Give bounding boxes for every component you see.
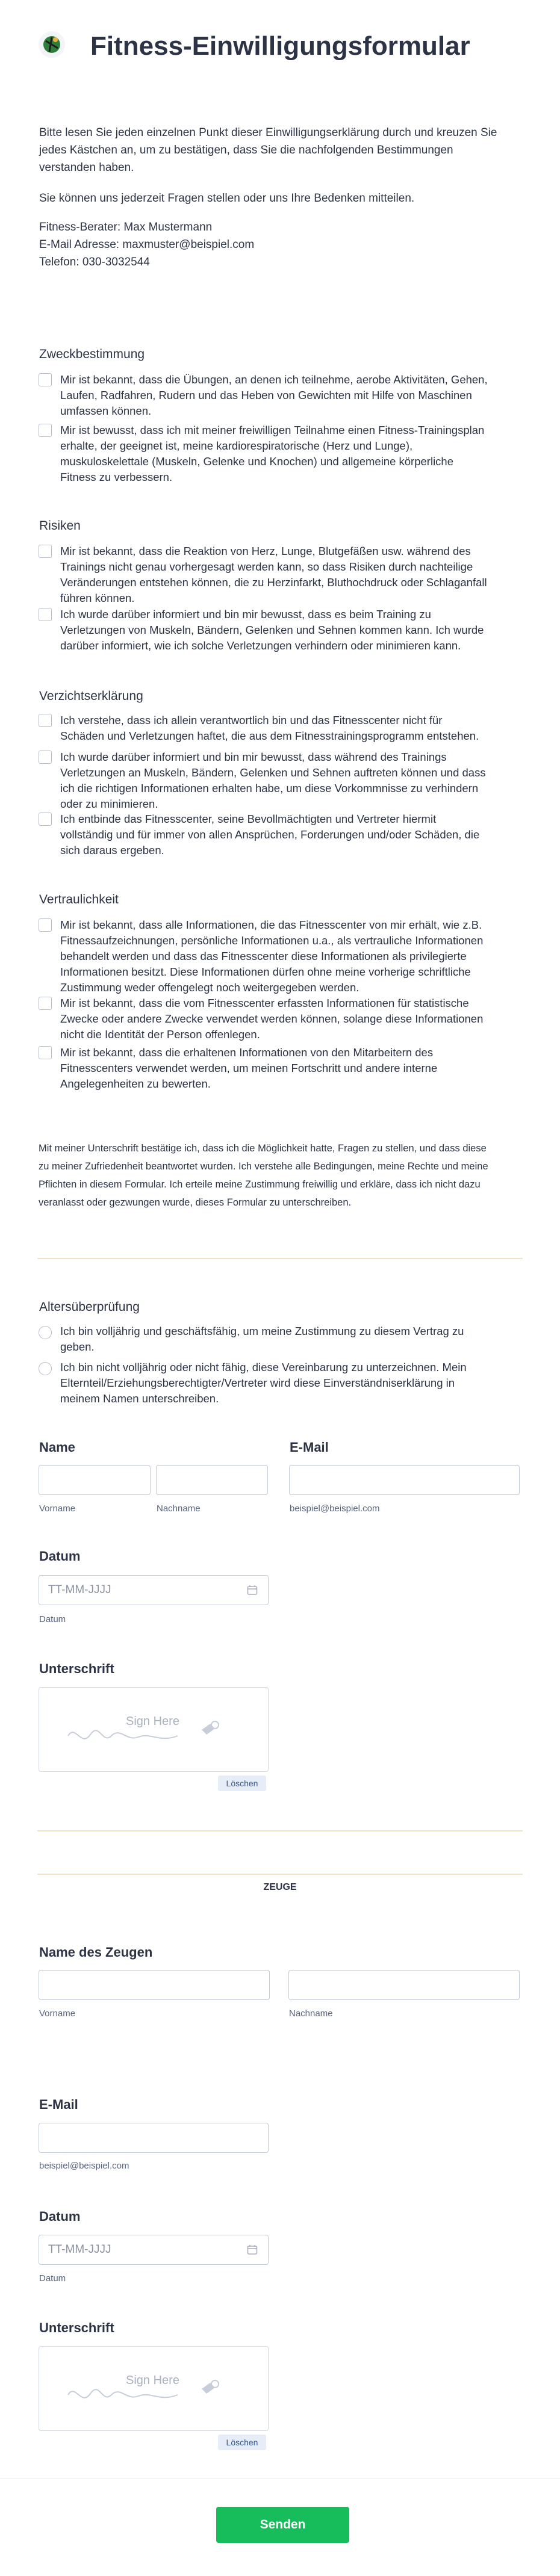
witness-date-label: Datum	[39, 2209, 81, 2224]
page-title: Fitness-Einwilligungsformular	[90, 31, 470, 61]
contact-advisor: Fitness-Berater: Max Mustermann	[39, 221, 213, 234]
section-title-age: Altersüberprüfung	[39, 1300, 140, 1314]
checkbox-risiken-1[interactable]	[39, 545, 52, 558]
divider	[37, 1874, 523, 1875]
first-name-input[interactable]	[39, 1465, 151, 1495]
checkbox-vertraulich-1[interactable]	[39, 918, 52, 932]
contact-info	[39, 218, 254, 271]
consent-statement: Mit meiner Unterschrift bestätige ich, dass ich die Möglichkeit hatte, Fragen zu stellen, und dass diese zu meiner Zufriedenheit beantwortet wurden. Ich verstehe alle Bedingungen, meine Rechte und meine Pflichten in diesem Formular. Ich erteile meine Zustimmung freiwillig und erkläre, dass ich nicht dazu veranlasst oder gezwungen wurde, dieses Formular zu unterschreiben.	[39, 1143, 488, 1208]
intro-line: verstanden haben.	[39, 161, 134, 174]
intro-line: Bitte lesen Sie jeden einzelnen Punkt dieser Einwilligungserklärung durch und kreuzen Sie	[39, 126, 497, 139]
intro-paragraph	[39, 124, 533, 176]
intro-line: jedes Kästchen an, um zu bestätigen, dass Sie die nachfolgenden Bestimmungen	[39, 144, 453, 156]
checkbox-verzicht-2[interactable]	[39, 751, 52, 764]
checkbox-vertraulich-2[interactable]	[39, 997, 52, 1010]
witness-first-name-sublabel: Vorname	[39, 2008, 76, 2019]
witness-signature-placeholder: Sign Here	[126, 2374, 179, 2387]
email-sublabel: beispiel@beispiel.com	[290, 1503, 380, 1514]
witness-signature-label: Unterschrift	[39, 2320, 114, 2335]
section-title-verzicht: Verzichtserklärung	[39, 689, 143, 703]
contact-email: E-Mail Adresse: maxmuster@beispiel.com	[39, 238, 255, 251]
witness-heading: ZEUGE	[263, 1882, 297, 1892]
option-verzicht-1: Ich verstehe, dass ich allein verantwortlich bin und das Fitnesscenter nicht für Schäden und Verletzungen haftet, die aus dem Fitnesstrainingsprogramm entstehen.	[60, 714, 479, 742]
option-zweck-2: Mir ist bewusst, dass ich mit meiner freiwilligen Teilnahme einen Fitness-Trainingsplan erhalte, der geeignet ist, meine kardiorespiratorische (Herz und Lunge), muskuloskelettale (Muskeln, Gelenke und Knochen) und allgemeine körperliche Fitness zu verbessern.	[60, 424, 485, 483]
witness-last-name-input[interactable]	[288, 1970, 520, 2000]
signature-pad[interactable]	[39, 1687, 269, 1772]
signature-label: Unterschrift	[39, 1661, 114, 1676]
email-input[interactable]	[289, 1465, 520, 1495]
submit-button[interactable]: Senden	[216, 2507, 349, 2543]
section-title-risiken: Risiken	[39, 519, 81, 533]
date-placeholder: TT-MM-JJJJ	[48, 1584, 111, 1596]
option-risiken-1: Mir ist bekannt, dass die Reaktion von Herz, Lunge, Blutgefäßen usw. während des Trainings nicht genau vorhergesagt werden kann, so dass Risiken durch nachteilige Veränderungen entstehen können, die zu Herzinfarkt, Bluthochdruck oder Schlaganfall führen können.	[60, 545, 487, 604]
checkbox-vertraulich-3[interactable]	[39, 1046, 52, 1059]
witness-first-name-input[interactable]	[39, 1970, 270, 2000]
last-name-sublabel: Nachname	[157, 1503, 201, 1514]
witness-clear-signature-button[interactable]: Löschen	[218, 2435, 266, 2450]
radio-age-minor[interactable]	[39, 1362, 52, 1375]
calendar-icon[interactable]	[247, 2244, 258, 2255]
witness-date-sublabel: Datum	[39, 2273, 66, 2283]
last-name-input[interactable]	[156, 1465, 268, 1495]
date-label: Datum	[39, 1549, 81, 1564]
option-verzicht-2: Ich wurde darüber informiert und bin mir bewusst, dass während des Trainings Verletzungen an Muskeln, Bändern, Gelenken und Sehnen auftreten können und dass ich die richtigen Informationen erhalten habe, um diese Vorkommnisse zu verhindern oder zu minimieren.	[60, 751, 486, 810]
option-verzicht-3: Ich entbinde das Fitnesscenter, seine Bevollmächtigten und Vertreter hiermit vollständig und für immer von allen Ansprüchen, Forderungen und/oder Schäden, die sich daraus ergeben.	[60, 813, 480, 856]
name-label: Name	[39, 1440, 75, 1455]
witness-last-name-sublabel: Nachname	[289, 2008, 333, 2019]
intro-questions: Sie können uns jederzeit Fragen stellen oder uns Ihre Bedenken mitteilen.	[39, 192, 415, 205]
divider	[37, 1258, 523, 1259]
witness-email-sublabel: beispiel@beispiel.com	[39, 2161, 129, 2171]
option-vertraulich-3: Mir ist bekannt, dass die erhaltenen Informationen von den Mitarbeitern des Fitnesscenters verwendet werden, um meinen Fortschritt und andere interne Angelegenheiten zu bewerten.	[60, 1046, 438, 1090]
option-vertraulich-2: Mir ist bekannt, dass die vom Fitnesscenter erfassten Informationen für statistische Zwecke oder andere Zwecke verwendet werden können, solange diese Informationen nicht die Identität der Person offenlegen.	[60, 997, 484, 1041]
signature-placeholder: Sign Here	[126, 1715, 179, 1728]
checkbox-risiken-2[interactable]	[39, 608, 52, 621]
checkbox-zweck-1[interactable]	[39, 373, 52, 386]
option-age-adult: Ich bin volljährig und geschäftsfähig, um meine Zustimmung zu diesem Vertrag zu geben.	[60, 1325, 464, 1353]
first-name-sublabel: Vorname	[39, 1503, 76, 1514]
clear-signature-button[interactable]: Löschen	[218, 1776, 266, 1791]
option-risiken-2: Ich wurde darüber informiert und bin mir bewusst, dass es beim Training zu Verletzungen von Muskeln, Bändern, Gelenken und Sehnen kommen kann. Ich wurde darüber informiert, wie ich solche Verletzungen verhindern oder minimieren kann.	[60, 608, 484, 652]
contact-phone: Telefon: 030-3032544	[39, 256, 150, 268]
checkbox-verzicht-1[interactable]	[39, 714, 52, 727]
divider	[37, 1830, 523, 1831]
option-age-minor: Ich bin nicht volljährig oder nicht fähig, diese Vereinbarung zu unterzeichnen. Mein Elternteil/Erziehungsberechtigter/Vertreter wird diese Einverständniserklärung in meinem Namen unterschreiben.	[60, 1361, 467, 1405]
radio-age-adult[interactable]	[39, 1326, 52, 1339]
logo	[37, 30, 66, 59]
option-vertraulich-1: Mir ist bekannt, dass alle Informationen, die das Fitnesscenter von mir erhält, wie z.B. Fitnessaufzeichnungen, persönliche Informationen u.a., als vertrauliche Informationen behandelt werden und dass das Fitnesscenter diese Informationen als privilegierte Informationen besitzt. Diese Informationen dürfen ohne meine vorherige schriftliche Zustimmung weder offengelegt noch weitergegeben werden.	[60, 918, 484, 994]
date-sublabel: Datum	[39, 1614, 66, 1624]
section-title-zweck: Zweckbestimmung	[39, 347, 145, 361]
witness-email-input[interactable]	[39, 2123, 269, 2153]
option-zweck-1: Mir ist bekannt, dass die Übungen, an denen ich teilnehme, aerobe Aktivitäten, Gehen, Laufen, Radfahren, Rudern und das Heben von Gewichten mit Hilfe von Maschinen umfassen können.	[60, 373, 488, 417]
witness-signature-pad[interactable]	[39, 2346, 269, 2431]
email-label: E-Mail	[290, 1440, 329, 1455]
witness-date-placeholder: TT-MM-JJJJ	[48, 2243, 111, 2256]
witness-name-label: Name des Zeugen	[39, 1945, 153, 1960]
calendar-icon[interactable]	[247, 1585, 258, 1596]
section-title-vertraulich: Vertraulichkeit	[39, 893, 119, 906]
checkbox-zweck-2[interactable]	[39, 424, 52, 437]
checkbox-verzicht-3[interactable]	[39, 813, 52, 826]
witness-email-label: E-Mail	[39, 2097, 78, 2112]
